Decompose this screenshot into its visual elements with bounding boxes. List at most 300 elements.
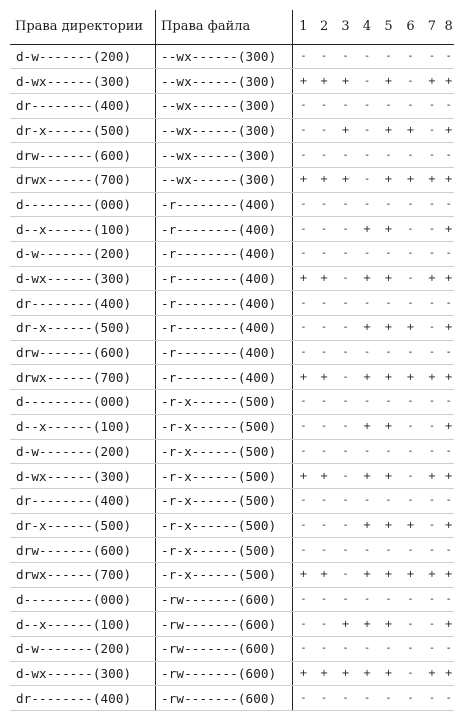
- test-8-result: +: [442, 217, 454, 242]
- dir-permission-cell: dr-x------(500): [10, 118, 156, 143]
- header-test-3: 3: [335, 10, 357, 44]
- test-7-result: -: [421, 93, 442, 118]
- test-4-result: -: [357, 69, 378, 94]
- test-3-result: -: [335, 143, 357, 168]
- test-3-result: -: [335, 686, 357, 711]
- dir-permission-cell: d-w-------(200): [10, 44, 156, 69]
- test-7-result: +: [421, 69, 442, 94]
- test-5-result: -: [377, 93, 399, 118]
- test-3-result: +: [335, 167, 357, 192]
- dir-permission-cell: d-wx------(300): [10, 464, 156, 489]
- test-5-result: -: [377, 686, 399, 711]
- test-1-result: -: [293, 513, 314, 538]
- test-6-result: -: [399, 192, 421, 217]
- test-3-result: -: [335, 390, 357, 415]
- test-7-result: -: [421, 488, 442, 513]
- test-3-result: -: [335, 488, 357, 513]
- test-7-result: -: [421, 44, 442, 69]
- test-1-result: -: [293, 316, 314, 341]
- test-2-result: -: [314, 587, 335, 612]
- table-row: [10, 291, 454, 316]
- test-6-result: -: [399, 93, 421, 118]
- table-row: [10, 242, 454, 267]
- dir-permission-cell: d-w-------(200): [10, 637, 156, 662]
- test-4-result: -: [357, 143, 378, 168]
- dir-permission-cell: dr--------(400): [10, 291, 156, 316]
- file-permission-cell: -r--------(400): [156, 291, 293, 316]
- test-3-result: -: [335, 340, 357, 365]
- test-7-result: -: [421, 612, 442, 637]
- test-1-result: +: [293, 562, 314, 587]
- test-6-result: -: [399, 488, 421, 513]
- test-7-result: +: [421, 266, 442, 291]
- test-2-result: -: [314, 316, 335, 341]
- test-8-result: +: [442, 167, 454, 192]
- test-7-result: -: [421, 513, 442, 538]
- test-3-result: +: [335, 69, 357, 94]
- file-permission-cell: -r-x------(500): [156, 390, 293, 415]
- test-7-result: -: [421, 686, 442, 711]
- file-permission-cell: -r-x------(500): [156, 439, 293, 464]
- test-4-result: -: [357, 637, 378, 662]
- test-2-result: -: [314, 217, 335, 242]
- test-3-result: -: [335, 93, 357, 118]
- test-2-result: +: [314, 69, 335, 94]
- test-4-result: -: [357, 488, 378, 513]
- test-8-result: +: [442, 562, 454, 587]
- header-test-6: 6: [399, 10, 421, 44]
- test-7-result: -: [421, 439, 442, 464]
- test-2-result: -: [314, 192, 335, 217]
- dir-permission-cell: d--x------(100): [10, 217, 156, 242]
- test-6-result: -: [399, 637, 421, 662]
- test-8-result: -: [442, 439, 454, 464]
- test-4-result: +: [357, 661, 378, 686]
- table-row: [10, 118, 454, 143]
- file-permission-cell: -r-x------(500): [156, 513, 293, 538]
- test-3-result: -: [335, 562, 357, 587]
- header-test-1: 1: [293, 10, 314, 44]
- test-2-result: -: [314, 390, 335, 415]
- test-6-result: -: [399, 686, 421, 711]
- test-4-result: +: [357, 217, 378, 242]
- test-8-result: -: [442, 538, 454, 563]
- test-6-result: -: [399, 69, 421, 94]
- table-row: [10, 44, 454, 69]
- test-6-result: -: [399, 587, 421, 612]
- test-2-result: -: [314, 340, 335, 365]
- table-row: [10, 143, 454, 168]
- test-6-result: -: [399, 612, 421, 637]
- test-1-result: -: [293, 439, 314, 464]
- table-row: [10, 316, 454, 341]
- file-permission-cell: -rw-------(600): [156, 612, 293, 637]
- table-row: [10, 612, 454, 637]
- test-2-result: -: [314, 686, 335, 711]
- test-1-result: -: [293, 93, 314, 118]
- test-5-result: -: [377, 44, 399, 69]
- test-8-result: -: [442, 390, 454, 415]
- test-1-result: -: [293, 414, 314, 439]
- test-1-result: +: [293, 365, 314, 390]
- test-8-result: +: [442, 414, 454, 439]
- test-3-result: -: [335, 266, 357, 291]
- test-1-result: -: [293, 143, 314, 168]
- test-3-result: +: [335, 612, 357, 637]
- test-2-result: +: [314, 266, 335, 291]
- test-7-result: -: [421, 538, 442, 563]
- test-4-result: -: [357, 340, 378, 365]
- dir-permission-cell: d---------(000): [10, 587, 156, 612]
- test-6-result: -: [399, 266, 421, 291]
- test-7-result: -: [421, 637, 442, 662]
- test-6-result: -: [399, 414, 421, 439]
- table-row: [10, 464, 454, 489]
- test-4-result: +: [357, 365, 378, 390]
- test-6-result: +: [399, 365, 421, 390]
- table-row: [10, 637, 454, 662]
- test-2-result: +: [314, 661, 335, 686]
- test-4-result: -: [357, 118, 378, 143]
- test-2-result: -: [314, 143, 335, 168]
- test-1-result: -: [293, 44, 314, 69]
- header-dir-permissions: Права директории: [10, 10, 156, 44]
- test-6-result: +: [399, 316, 421, 341]
- file-permission-cell: -r--------(400): [156, 242, 293, 267]
- test-5-result: +: [377, 612, 399, 637]
- test-1-result: -: [293, 242, 314, 267]
- test-8-result: +: [442, 266, 454, 291]
- test-4-result: -: [357, 439, 378, 464]
- test-5-result: -: [377, 291, 399, 316]
- test-1-result: -: [293, 587, 314, 612]
- dir-permission-cell: d--x------(100): [10, 414, 156, 439]
- dir-permission-cell: d--x------(100): [10, 612, 156, 637]
- file-permission-cell: --wx------(300): [156, 118, 293, 143]
- test-3-result: -: [335, 414, 357, 439]
- test-6-result: -: [399, 464, 421, 489]
- test-8-result: -: [442, 242, 454, 267]
- table-row: [10, 587, 454, 612]
- test-8-result: -: [442, 143, 454, 168]
- test-5-result: +: [377, 513, 399, 538]
- test-3-result: -: [335, 513, 357, 538]
- test-7-result: -: [421, 118, 442, 143]
- test-4-result: -: [357, 44, 378, 69]
- dir-permission-cell: dr--------(400): [10, 488, 156, 513]
- test-2-result: -: [314, 93, 335, 118]
- dir-permission-cell: drwx------(700): [10, 365, 156, 390]
- test-6-result: +: [399, 562, 421, 587]
- test-1-result: +: [293, 464, 314, 489]
- test-4-result: +: [357, 562, 378, 587]
- table-row: [10, 93, 454, 118]
- test-8-result: -: [442, 637, 454, 662]
- test-5-result: +: [377, 167, 399, 192]
- table-row: [10, 217, 454, 242]
- test-6-result: -: [399, 661, 421, 686]
- test-1-result: -: [293, 612, 314, 637]
- test-3-result: -: [335, 242, 357, 267]
- test-8-result: -: [442, 587, 454, 612]
- test-4-result: -: [357, 587, 378, 612]
- dir-permission-cell: d-w-------(200): [10, 242, 156, 267]
- test-8-result: +: [442, 365, 454, 390]
- test-7-result: -: [421, 217, 442, 242]
- test-3-result: +: [335, 661, 357, 686]
- file-permission-cell: -r-x------(500): [156, 562, 293, 587]
- dir-permission-cell: d-w-------(200): [10, 439, 156, 464]
- test-7-result: -: [421, 587, 442, 612]
- test-2-result: +: [314, 167, 335, 192]
- test-2-result: -: [314, 291, 335, 316]
- table-row: [10, 266, 454, 291]
- permissions-sheet: [10, 10, 454, 724]
- table-body: [10, 44, 454, 711]
- file-permission-cell: -r--------(400): [156, 266, 293, 291]
- test-8-result: -: [442, 686, 454, 711]
- test-8-result: -: [442, 192, 454, 217]
- test-2-result: -: [314, 612, 335, 637]
- test-1-result: -: [293, 217, 314, 242]
- test-4-result: -: [357, 192, 378, 217]
- test-4-result: +: [357, 612, 378, 637]
- test-7-result: -: [421, 192, 442, 217]
- file-permission-cell: -r--------(400): [156, 316, 293, 341]
- table-row: [10, 538, 454, 563]
- test-5-result: +: [377, 661, 399, 686]
- test-6-result: -: [399, 242, 421, 267]
- test-1-result: -: [293, 488, 314, 513]
- table-row: [10, 365, 454, 390]
- test-7-result: -: [421, 340, 442, 365]
- test-6-result: +: [399, 118, 421, 143]
- dir-permission-cell: drwx------(700): [10, 562, 156, 587]
- test-2-result: -: [314, 513, 335, 538]
- test-8-result: +: [442, 69, 454, 94]
- dir-permission-cell: dr--------(400): [10, 686, 156, 711]
- test-5-result: +: [377, 118, 399, 143]
- test-4-result: -: [357, 538, 378, 563]
- table-row: [10, 390, 454, 415]
- test-2-result: -: [314, 439, 335, 464]
- file-permission-cell: -r-x------(500): [156, 538, 293, 563]
- test-2-result: -: [314, 637, 335, 662]
- table-row: [10, 414, 454, 439]
- test-1-result: -: [293, 686, 314, 711]
- test-1-result: +: [293, 266, 314, 291]
- test-2-result: -: [314, 488, 335, 513]
- test-5-result: +: [377, 266, 399, 291]
- test-7-result: +: [421, 167, 442, 192]
- file-permission-cell: -r--------(400): [156, 365, 293, 390]
- test-3-result: -: [335, 316, 357, 341]
- test-5-result: -: [377, 390, 399, 415]
- test-7-result: -: [421, 316, 442, 341]
- test-8-result: -: [442, 488, 454, 513]
- dir-permission-cell: d-wx------(300): [10, 266, 156, 291]
- test-5-result: -: [377, 488, 399, 513]
- test-3-result: +: [335, 118, 357, 143]
- test-3-result: -: [335, 291, 357, 316]
- test-7-result: -: [421, 390, 442, 415]
- test-5-result: +: [377, 365, 399, 390]
- test-7-result: +: [421, 464, 442, 489]
- test-6-result: +: [399, 167, 421, 192]
- dir-permission-cell: d-wx------(300): [10, 69, 156, 94]
- test-5-result: -: [377, 587, 399, 612]
- test-3-result: -: [335, 637, 357, 662]
- permissions-table: [10, 10, 454, 711]
- test-5-result: +: [377, 464, 399, 489]
- table-row: [10, 562, 454, 587]
- dir-permission-cell: drwx------(700): [10, 167, 156, 192]
- dir-permission-cell: d---------(000): [10, 192, 156, 217]
- test-5-result: -: [377, 192, 399, 217]
- test-6-result: -: [399, 538, 421, 563]
- test-6-result: -: [399, 291, 421, 316]
- test-8-result: +: [442, 661, 454, 686]
- table-row: [10, 167, 454, 192]
- test-3-result: -: [335, 587, 357, 612]
- test-6-result: +: [399, 513, 421, 538]
- test-5-result: +: [377, 414, 399, 439]
- test-8-result: -: [442, 291, 454, 316]
- test-3-result: -: [335, 217, 357, 242]
- test-5-result: -: [377, 340, 399, 365]
- test-3-result: -: [335, 365, 357, 390]
- test-4-result: +: [357, 464, 378, 489]
- test-2-result: -: [314, 242, 335, 267]
- file-permission-cell: -rw-------(600): [156, 637, 293, 662]
- table-row: [10, 513, 454, 538]
- test-1-result: -: [293, 340, 314, 365]
- test-1-result: +: [293, 69, 314, 94]
- table-row: [10, 69, 454, 94]
- file-permission-cell: -r--------(400): [156, 217, 293, 242]
- file-permission-cell: -r-x------(500): [156, 414, 293, 439]
- file-permission-cell: --wx------(300): [156, 167, 293, 192]
- dir-permission-cell: dr-x------(500): [10, 513, 156, 538]
- test-5-result: +: [377, 316, 399, 341]
- dir-permission-cell: drw-------(600): [10, 340, 156, 365]
- dir-permission-cell: d---------(000): [10, 390, 156, 415]
- test-1-result: -: [293, 192, 314, 217]
- test-6-result: -: [399, 44, 421, 69]
- file-permission-cell: -r-x------(500): [156, 464, 293, 489]
- test-5-result: +: [377, 562, 399, 587]
- test-2-result: -: [314, 118, 335, 143]
- test-5-result: -: [377, 637, 399, 662]
- test-5-result: -: [377, 439, 399, 464]
- test-4-result: -: [357, 686, 378, 711]
- table-row: [10, 192, 454, 217]
- test-5-result: -: [377, 242, 399, 267]
- test-5-result: -: [377, 538, 399, 563]
- test-3-result: -: [335, 439, 357, 464]
- test-1-result: +: [293, 661, 314, 686]
- test-7-result: +: [421, 661, 442, 686]
- dir-permission-cell: d-wx------(300): [10, 661, 156, 686]
- test-2-result: -: [314, 44, 335, 69]
- header-test-2: 2: [314, 10, 335, 44]
- test-8-result: +: [442, 316, 454, 341]
- test-3-result: -: [335, 44, 357, 69]
- test-5-result: +: [377, 69, 399, 94]
- file-permission-cell: -rw-------(600): [156, 587, 293, 612]
- table-row: [10, 340, 454, 365]
- test-4-result: +: [357, 266, 378, 291]
- file-permission-cell: --wx------(300): [156, 69, 293, 94]
- dir-permission-cell: dr-x------(500): [10, 316, 156, 341]
- test-3-result: -: [335, 538, 357, 563]
- file-permission-cell: -r-x------(500): [156, 488, 293, 513]
- table-row: [10, 439, 454, 464]
- test-1-result: +: [293, 167, 314, 192]
- test-7-result: +: [421, 562, 442, 587]
- test-6-result: -: [399, 390, 421, 415]
- file-permission-cell: -r--------(400): [156, 340, 293, 365]
- test-7-result: -: [421, 414, 442, 439]
- test-4-result: -: [357, 390, 378, 415]
- dir-permission-cell: drw-------(600): [10, 538, 156, 563]
- test-4-result: +: [357, 316, 378, 341]
- test-8-result: -: [442, 44, 454, 69]
- test-2-result: +: [314, 365, 335, 390]
- test-6-result: -: [399, 439, 421, 464]
- test-5-result: +: [377, 217, 399, 242]
- test-4-result: +: [357, 414, 378, 439]
- test-4-result: -: [357, 167, 378, 192]
- test-7-result: +: [421, 365, 442, 390]
- test-1-result: -: [293, 538, 314, 563]
- test-2-result: +: [314, 464, 335, 489]
- test-8-result: -: [442, 93, 454, 118]
- file-permission-cell: --wx------(300): [156, 143, 293, 168]
- test-8-result: +: [442, 513, 454, 538]
- test-3-result: -: [335, 464, 357, 489]
- header-test-4: 4: [357, 10, 378, 44]
- header-file-permissions: Права файла: [156, 10, 293, 44]
- test-1-result: -: [293, 118, 314, 143]
- test-7-result: -: [421, 143, 442, 168]
- file-permission-cell: --wx------(300): [156, 93, 293, 118]
- test-6-result: -: [399, 143, 421, 168]
- test-4-result: +: [357, 513, 378, 538]
- test-8-result: -: [442, 340, 454, 365]
- test-7-result: -: [421, 291, 442, 316]
- test-4-result: -: [357, 93, 378, 118]
- test-5-result: -: [377, 143, 399, 168]
- test-6-result: -: [399, 340, 421, 365]
- test-8-result: +: [442, 118, 454, 143]
- test-3-result: -: [335, 192, 357, 217]
- test-4-result: -: [357, 291, 378, 316]
- test-1-result: -: [293, 390, 314, 415]
- test-8-result: +: [442, 464, 454, 489]
- table-row: [10, 686, 454, 711]
- file-permission-cell: -r--------(400): [156, 192, 293, 217]
- header-test-5: 5: [377, 10, 399, 44]
- file-permission-cell: -rw-------(600): [156, 686, 293, 711]
- test-1-result: -: [293, 291, 314, 316]
- test-7-result: -: [421, 242, 442, 267]
- test-1-result: -: [293, 637, 314, 662]
- table-row: [10, 488, 454, 513]
- header-row: [10, 10, 454, 44]
- test-6-result: -: [399, 217, 421, 242]
- test-2-result: +: [314, 562, 335, 587]
